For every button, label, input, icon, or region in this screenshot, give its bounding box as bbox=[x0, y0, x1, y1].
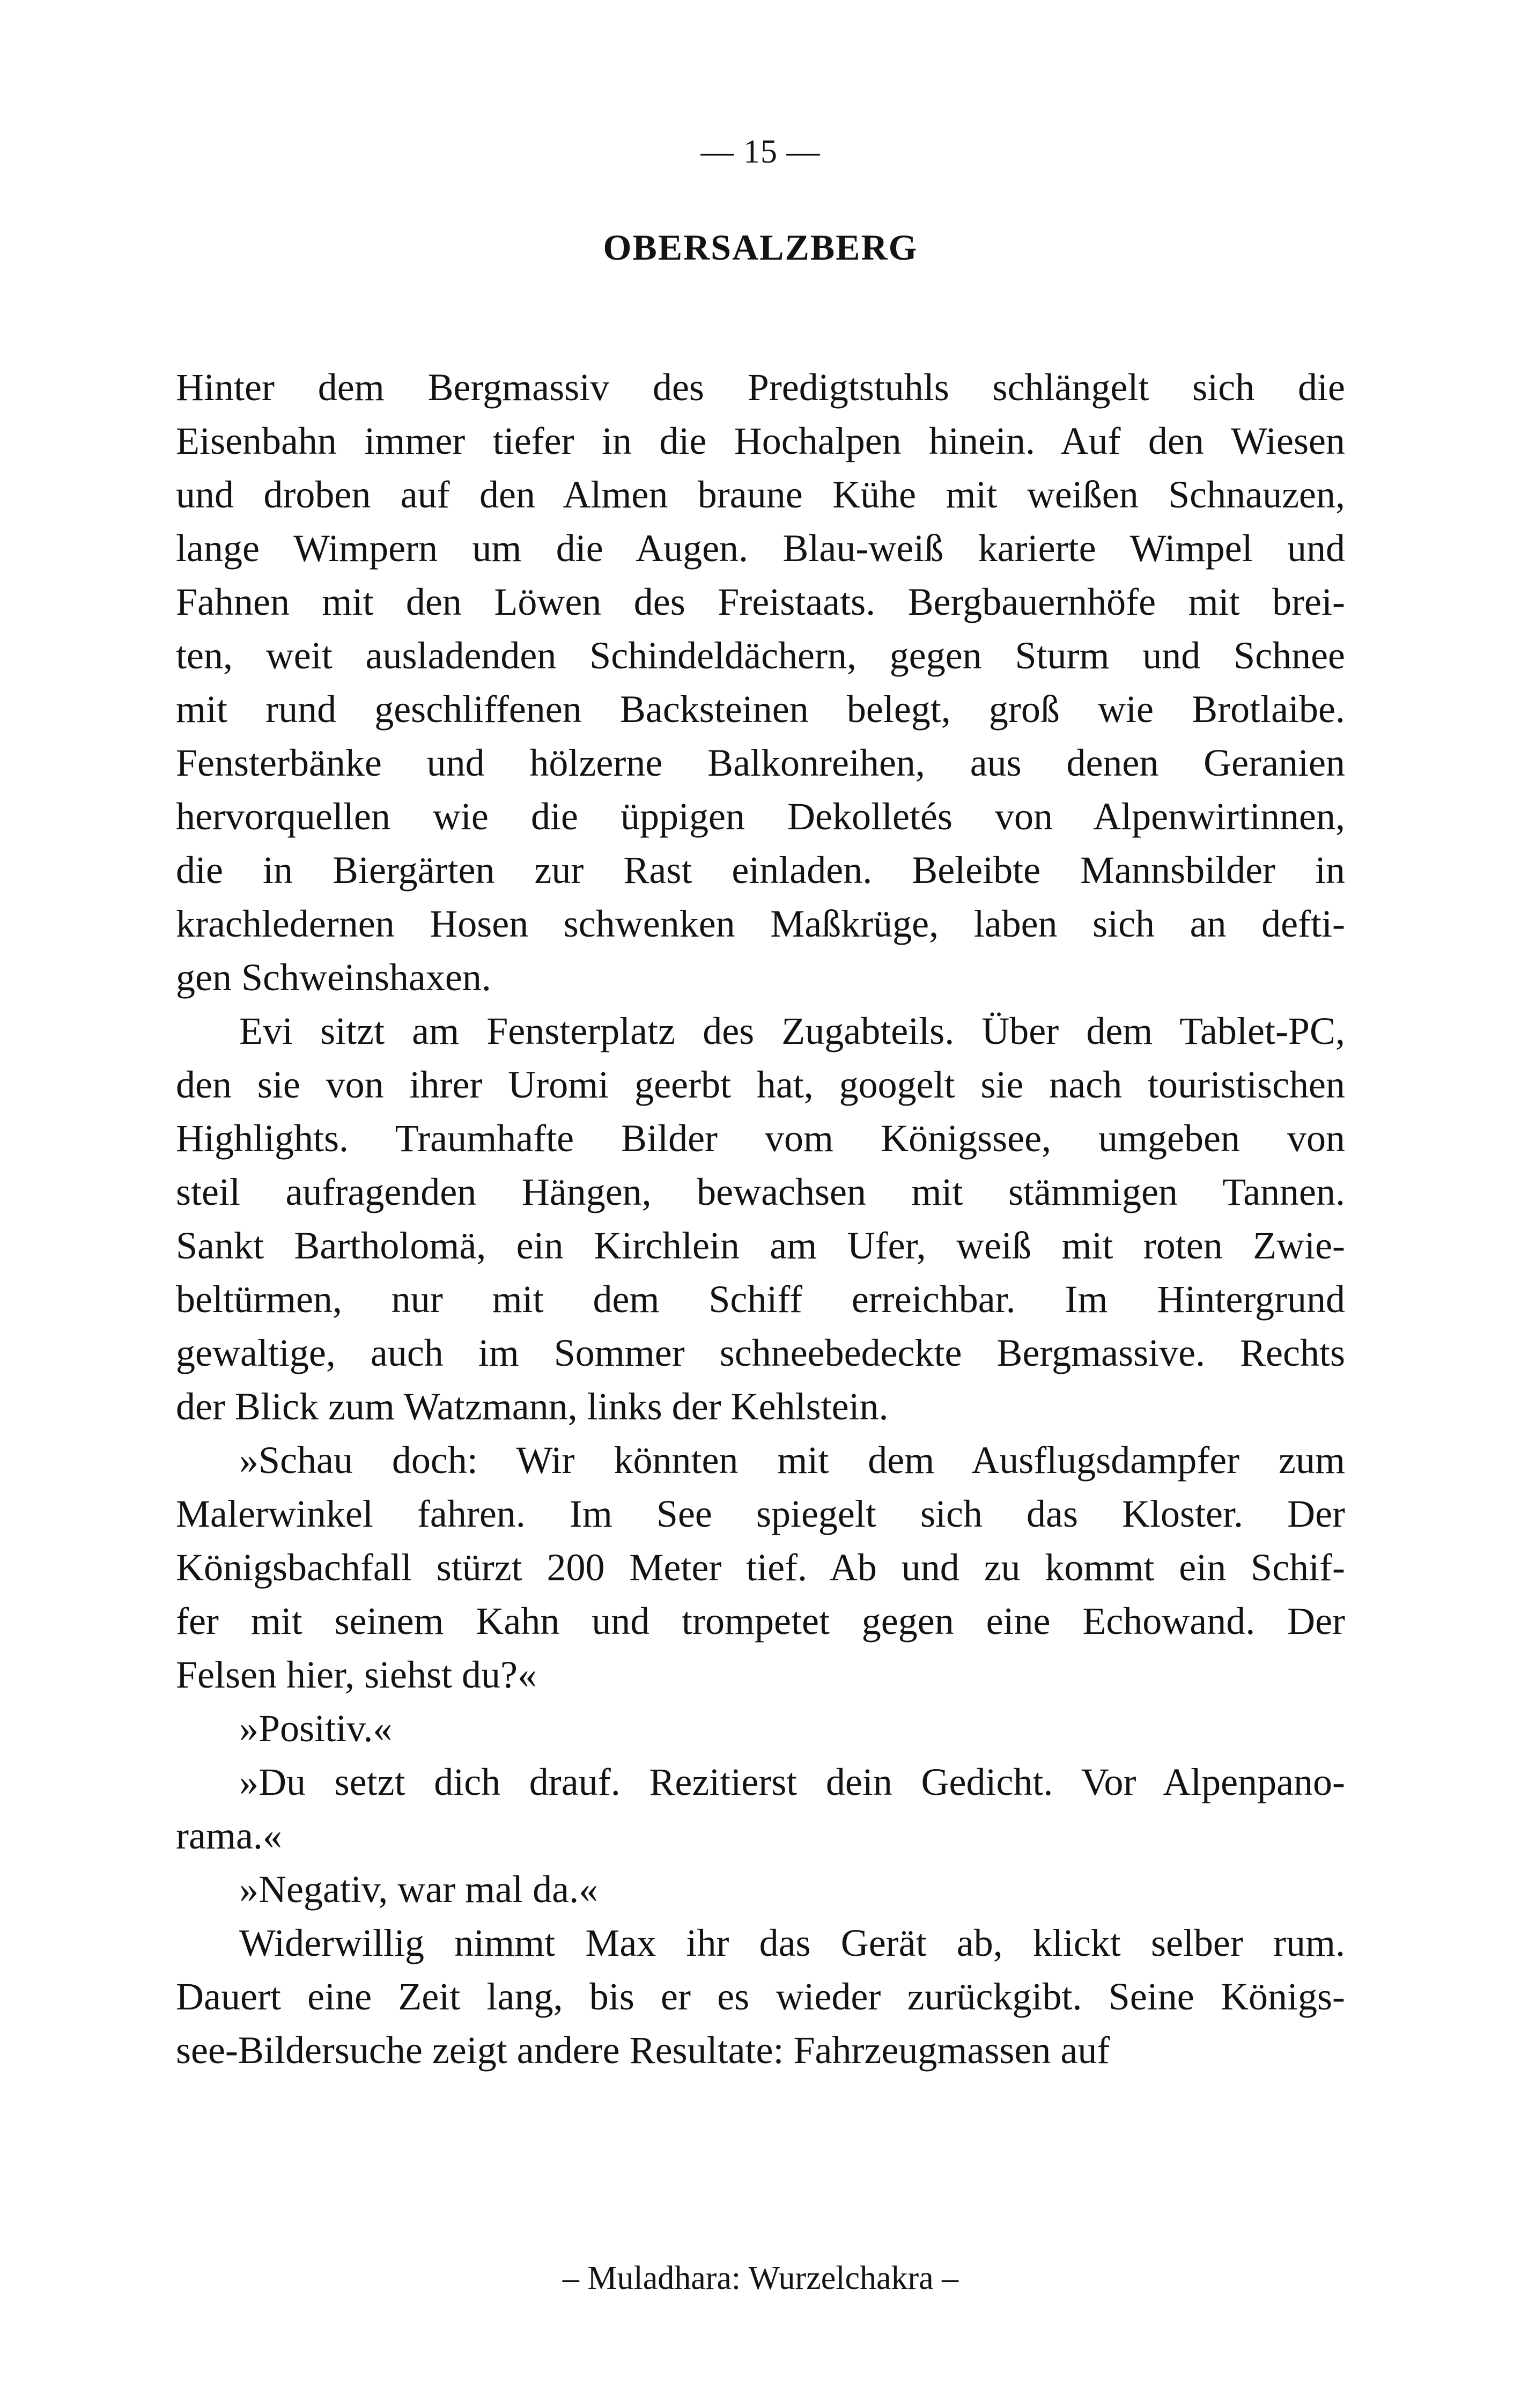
footer-chapter-label: – Muladhara: Wurzelchakra – bbox=[562, 2260, 959, 2296]
text-line: Malerwinkel fahren. Im See spiegelt sich das Kloster. Der bbox=[176, 1492, 1345, 1535]
text-line: Dauert eine Zeit lang, bis er es wieder zurückgibt. Seine Königs- bbox=[176, 1975, 1345, 2018]
text-line: Felsen hier, siehst du?« bbox=[176, 1653, 537, 1696]
text-line: ten, weit ausladenden Schindeldächern, gegen Sturm und Schnee bbox=[176, 634, 1345, 677]
paragraph bbox=[176, 1702, 1345, 1755]
text-line: beltürmen, nur mit dem Schiff erreichbar. Im Hintergrund bbox=[176, 1278, 1345, 1321]
text-line: Königsbachfall stürzt 200 Meter tief. Ab und zu kommt ein Schif- bbox=[176, 1546, 1345, 1589]
text-line: hervorquellen wie die üppigen Dekolletés von Alpenwirtinnen, bbox=[176, 795, 1345, 838]
text-line: Eisenbahn immer tiefer in die Hochalpen hinein. Auf den Wiesen bbox=[176, 419, 1345, 462]
text-line: Fahnen mit den Löwen des Freistaats. Bergbauernhöfe mit brei- bbox=[176, 580, 1345, 623]
text-line: Evi sitzt am Fensterplatz des Zugabteils. Über dem Tablet-PC, bbox=[239, 1010, 1345, 1052]
paragraph bbox=[176, 1755, 1345, 1862]
text-line: die in Biergärten zur Rast einladen. Beleibte Mannsbilder in bbox=[176, 849, 1345, 892]
chapter-title: OBERSALZBERG bbox=[603, 227, 918, 268]
paragraph bbox=[176, 1862, 1345, 1916]
text-line: lange Wimpern um die Augen. Blau-weiß karierte Wimpel und bbox=[176, 527, 1345, 570]
text-line: steil aufragenden Hängen, bewachsen mit stämmigen Tannen. bbox=[176, 1170, 1345, 1213]
text-line: Highlights. Traumhafte Bilder vom Königssee, umgeben von bbox=[176, 1117, 1345, 1160]
text-line: »Negativ, war mal da.« bbox=[239, 1868, 599, 1911]
paragraph bbox=[176, 360, 1345, 1004]
text-line: mit rund geschliffenen Backsteinen belegt, groß wie Brotlaibe. bbox=[176, 688, 1345, 731]
text-line: Sankt Bartholomä, ein Kirchlein am Ufer, weiß mit roten Zwie- bbox=[176, 1224, 1345, 1267]
body-text bbox=[176, 360, 1345, 2077]
text-line: »Du setzt dich drauf. Rezitierst dein Gedicht. Vor Alpenpano- bbox=[239, 1761, 1345, 1803]
paragraph bbox=[176, 1433, 1345, 1702]
text-line: rama.« bbox=[176, 1814, 282, 1857]
text-line: see-Bildersuche zeigt andere Resultate: Fahrzeugmassen auf bbox=[176, 2029, 1110, 2072]
text-line: »Positiv.« bbox=[239, 1707, 393, 1750]
text-line: »Schau doch: Wir könnten mit dem Ausflugsdampfer zum bbox=[239, 1439, 1345, 1482]
text-line: Fensterbänke und hölzerne Balkonreihen, aus denen Geranien bbox=[176, 741, 1345, 784]
text-line: gen Schweinshaxen. bbox=[176, 956, 491, 999]
page-number: — 15 — bbox=[700, 134, 821, 170]
text-line: gewaltige, auch im Sommer schneebedeckte Bergmassive. Rechts bbox=[176, 1331, 1345, 1374]
text-line: den sie von ihrer Uromi geerbt hat, googelt sie nach touristischen bbox=[176, 1063, 1345, 1106]
paragraph bbox=[176, 1004, 1345, 1433]
paragraph bbox=[176, 1916, 1345, 2077]
text-line: krachledernen Hosen schwenken Maßkrüge, laben sich an defti- bbox=[176, 902, 1345, 945]
text-line: der Blick zum Watzmann, links der Kehlstein. bbox=[176, 1385, 889, 1428]
text-line: Widerwillig nimmt Max ihr das Gerät ab, klickt selber rum. bbox=[239, 1921, 1345, 1964]
text-line: fer mit seinem Kahn und trompetet gegen eine Echowand. Der bbox=[176, 1600, 1345, 1643]
text-line: Hinter dem Bergmassiv des Predigtstuhls schlängelt sich die bbox=[176, 366, 1345, 409]
text-line: und droben auf den Almen braune Kühe mit weißen Schnauzen, bbox=[176, 473, 1345, 516]
